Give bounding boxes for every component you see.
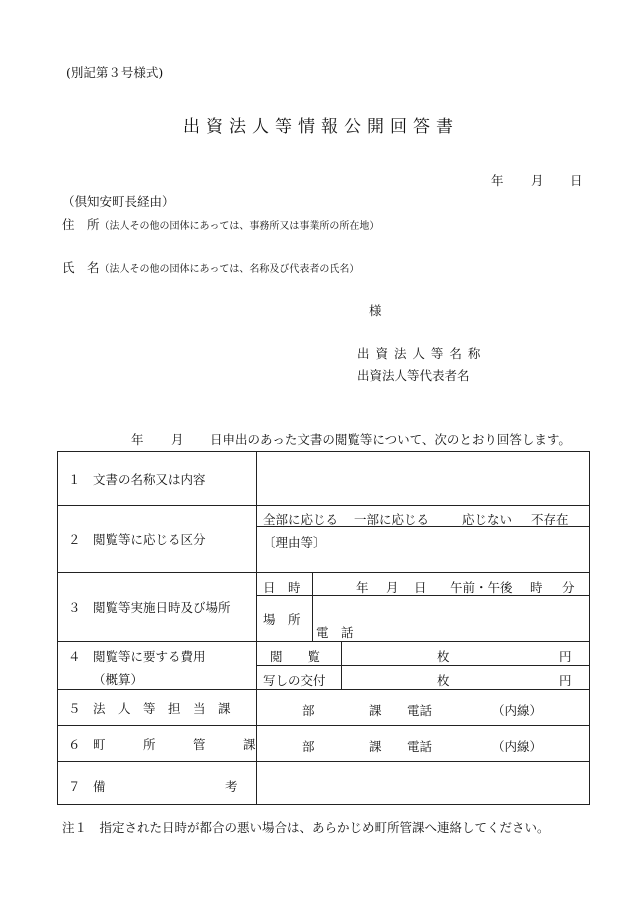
row4-label-main: ４ 閲覧等に要する費用 bbox=[68, 649, 206, 664]
option-nonexistent: 不存在 bbox=[531, 512, 569, 527]
phone-label: 電 話 bbox=[316, 625, 354, 640]
row5-label: ５ 法 人 等 担 当 課 bbox=[58, 690, 257, 726]
address-note: （法人その他の団体にあっては、事務所又は事業所の所在地） bbox=[99, 221, 380, 232]
row6-phone: 電話 bbox=[407, 739, 433, 754]
row6-dept: 部 bbox=[302, 739, 315, 754]
row5-dept: 部 bbox=[302, 703, 315, 718]
copy-yen: 円 bbox=[559, 673, 572, 688]
option-full: 全部に応じる bbox=[263, 512, 339, 527]
row4-label-approx: （概算） bbox=[93, 672, 144, 687]
footnote: 注１ 指定された日時が都合の悪い場合は、あらかじめ町所管課へ連絡してください。 bbox=[62, 820, 550, 835]
form-number: (別記第３号様式) bbox=[66, 65, 164, 80]
row2-value bbox=[257, 506, 590, 573]
row-disclosure-category bbox=[58, 506, 590, 573]
intro-text: 日申出のあった文書の閲覧等について、次のとおり回答します。 bbox=[210, 432, 571, 447]
date-line bbox=[0, 175, 630, 189]
copy-sheets: 枚 bbox=[437, 673, 450, 688]
datetime-hour: 時 bbox=[530, 580, 543, 595]
intro-month: 月 bbox=[171, 432, 184, 447]
datetime-label: 日 時 bbox=[263, 580, 301, 595]
row-viewing-cost bbox=[58, 642, 590, 690]
datetime-day: 日 bbox=[414, 580, 427, 595]
name-note: （法人その他の団体にあっては、名称及び代表者の氏名） bbox=[99, 264, 360, 275]
date-year: 年 bbox=[491, 173, 504, 188]
row-document-name bbox=[58, 452, 590, 506]
address-label: 住 所 bbox=[62, 217, 100, 232]
datetime-minute: 分 bbox=[562, 580, 575, 595]
row7-label-right: 考 bbox=[225, 779, 238, 794]
viewing-label: 閲 覧 bbox=[270, 649, 321, 664]
row-town-dept bbox=[58, 726, 590, 762]
row5-ext: （内線） bbox=[492, 703, 543, 718]
row1-label: １ 文書の名称又は内容 bbox=[58, 452, 257, 506]
row6-value bbox=[257, 726, 590, 762]
option-partial: 一部に応じる bbox=[354, 512, 430, 527]
honorific: 様 bbox=[369, 303, 382, 318]
viewing-yen: 円 bbox=[559, 649, 572, 664]
row6-ext: （内線） bbox=[492, 739, 543, 754]
corporation-name-label: 出 資 法 人 等 名 称 bbox=[357, 346, 482, 361]
datetime-year: 年 bbox=[356, 580, 369, 595]
viewing-sheets: 枚 bbox=[437, 649, 450, 664]
place-label: 場 所 bbox=[263, 612, 301, 627]
reason-label: 〔理由等〕 bbox=[263, 535, 326, 550]
row4-value bbox=[257, 642, 590, 690]
row4-label bbox=[58, 642, 257, 690]
copy-label: 写しの交付 bbox=[263, 673, 326, 688]
row3-label: ３ 閲覧等実施日時及び場所 bbox=[58, 573, 257, 642]
row6-section: 課 bbox=[369, 739, 382, 754]
name-label: 氏 名 bbox=[62, 260, 100, 275]
row7-label-left: ７ 備 bbox=[68, 779, 106, 794]
row5-value bbox=[257, 690, 590, 726]
address-line bbox=[62, 219, 379, 232]
date-month: 月 bbox=[531, 173, 544, 188]
row2-label: ２ 閲覧等に応じる区分 bbox=[58, 506, 257, 573]
row-corporation-dept bbox=[58, 690, 590, 726]
date-day: 日 bbox=[570, 173, 583, 188]
document-title: 出資法人等情報公開回答書 bbox=[183, 117, 459, 137]
row7-value bbox=[257, 762, 590, 805]
row7-label bbox=[58, 762, 257, 805]
row1-value bbox=[257, 452, 590, 506]
datetime-ampm: 午前・午後 bbox=[450, 580, 513, 595]
corporation-rep-label: 出資法人等代表者名 bbox=[357, 368, 470, 383]
row3-value bbox=[257, 573, 590, 642]
row-viewing-schedule bbox=[58, 573, 590, 642]
intro-line bbox=[0, 434, 630, 448]
intro-year: 年 bbox=[131, 432, 144, 447]
datetime-month: 月 bbox=[386, 580, 399, 595]
name-line bbox=[62, 262, 359, 275]
option-refuse: 応じない bbox=[462, 512, 513, 527]
row-remarks bbox=[58, 762, 590, 805]
reply-form-table bbox=[57, 451, 590, 805]
via-mayor: （倶知安町長経由） bbox=[62, 194, 175, 209]
row5-phone: 電話 bbox=[407, 703, 433, 718]
row6-label: ６ 町 所 管 課 bbox=[58, 726, 257, 762]
row5-section: 課 bbox=[369, 703, 382, 718]
